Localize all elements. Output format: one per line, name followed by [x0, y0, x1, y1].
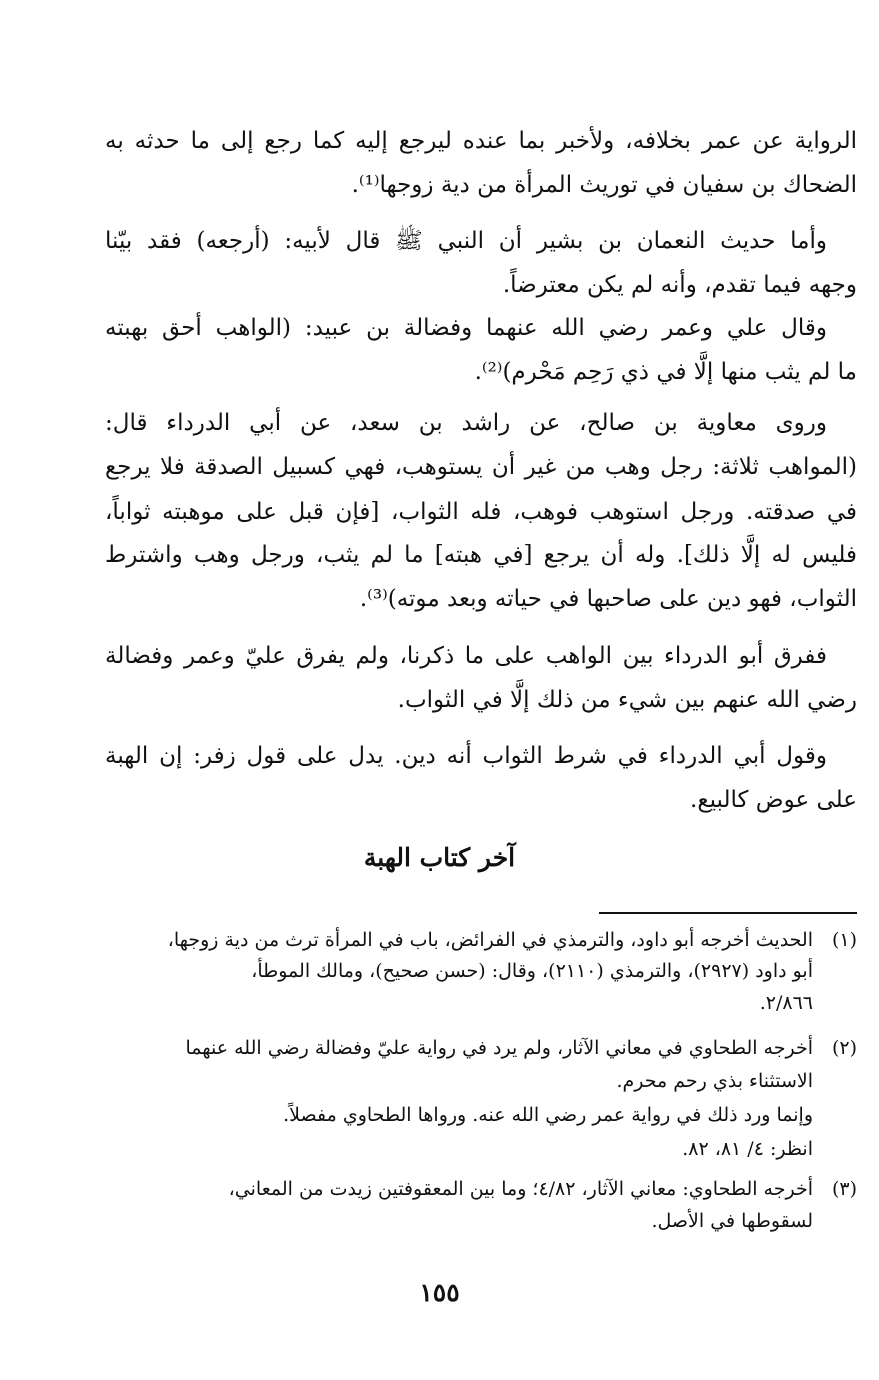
body-line: وروى معاوية بن صالح، عن راشد بن سعد، عن أبي الدرداء قال:: [105, 410, 827, 436]
body-line: رضي الله عنهم بين شيء من ذلك إلَّا في الثواب.: [397, 687, 857, 713]
footnote-number: (٣): [831, 1178, 857, 1200]
body-line: ما لم يثب منها إلَّا في ذي رَحِم مَحْرم)⁽²⁾.: [474, 359, 857, 385]
body-line: وقول أبي الدرداء في شرط الثواب أنه دين. يدل على قول زفر: إن الهبة: [105, 743, 828, 769]
footnote-text: ٢/٨٦٦.: [759, 992, 813, 1014]
body-line: ففرق أبو الدرداء بين الواهب على ما ذكرنا، ولم يفرق عليّ وعمر وفضالة: [105, 643, 827, 669]
body-line: وأما حديث النعمان بن بشير أن النبي ﷺ قال لأبيه: (أرجعه) فقد بيّنا: [105, 228, 827, 254]
section-heading: آخر كتاب الهبة: [363, 843, 516, 872]
body-line: (المواهب ثلاثة: رجل وهب من غير أن يستوهب، فهي كسبيل الصدقة فلا يرجع: [105, 454, 857, 480]
footnote-text: الاستثناء بذي رحم محرم.: [616, 1070, 813, 1092]
footnote-text: وإنما ورد ذلك في رواية عمر رضي الله عنه. ورواها الطحاوي مفصلاً.: [283, 1104, 813, 1126]
footnote-text: أبو داود (٢٩٢٧)، والترمذي (٢١١٠)، وقال: (حسن صحيح)، ومالك الموطأ،: [251, 960, 813, 982]
body-line: الثواب، فهو دين على صاحبها في حياته وبعد موته)⁽³⁾.: [359, 586, 857, 612]
footnote-text: لسقوطها في الأصل.: [651, 1210, 813, 1232]
footnote-3: [105, 1176, 857, 1202]
body-line: الضحاك بن سفيان في توريث المرأة من دية زوجها⁽¹⁾.: [351, 172, 857, 198]
body-line: على عوض كالبيع.: [690, 787, 857, 813]
footnote-1: [105, 927, 857, 953]
body-line: وجهه فيما تقدم، وأنه لم يكن معترضاً.: [502, 272, 857, 298]
footnote-divider: [599, 912, 857, 914]
body-line: في صدقته. ورجل استوهب فوهب، فله الثواب، [فإن قبل على موهبته ثواباً،: [105, 499, 857, 525]
body-line: الرواية عن عمر بخلافه، ولأخبر بما عنده ليرجع إليه كما رجع إلى ما حدثه به: [105, 128, 857, 154]
footnote-number: (١): [831, 929, 857, 951]
body-line: فليس له إلَّا ذلك]. وله أن يرجع [في هبته] ما لم يثب، ورجل وهب واشترط: [105, 542, 857, 568]
footnote-2: [105, 1035, 857, 1061]
footnote-text: أخرجه الطحاوي: معاني الآثار، ٤/٨٢؛ وما بين المعقوفتين زيدت من المعاني،: [228, 1178, 813, 1200]
page-number: ١٥٥: [419, 1278, 460, 1307]
footnote-number: (٢): [831, 1037, 857, 1059]
body-line: وقال علي وعمر رضي الله عنهما وفضالة بن عبيد: (الواهب أحق بهبته: [105, 315, 827, 341]
footnote-text: أخرجه الطحاوي في معاني الآثار، ولم يرد في رواية عليّ وفضالة رضي الله عنهما: [185, 1037, 813, 1059]
footnote-text: الحديث أخرجه أبو داود، والترمذي في الفرائض، باب في المرأة ترث من دية زوجها،: [167, 929, 813, 951]
footnote-text: انظر: ٤/ ٨١، ٨٢.: [682, 1138, 813, 1160]
